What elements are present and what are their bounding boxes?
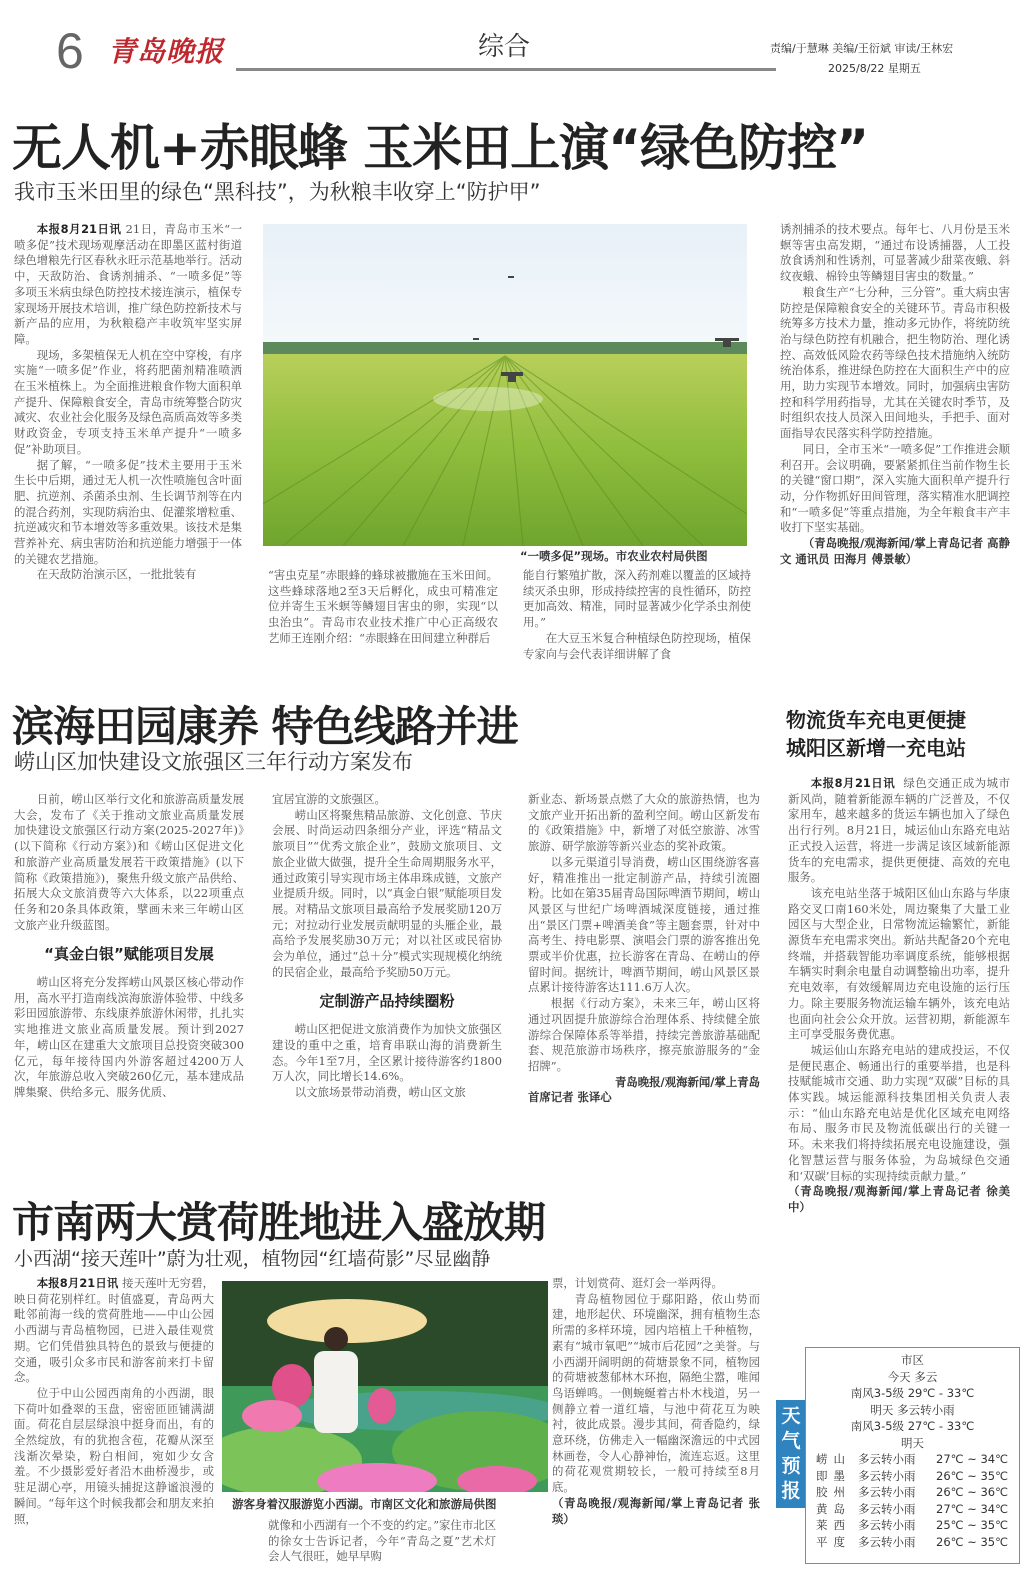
article4-subheadline: 小西湖“接天莲叶”蔚为壮观，植物园“红墙荷影”尽显幽静 <box>14 1248 491 1270</box>
paragraph: 绿色交通正成为城市新风尚，随着新能源车辆的广泛普及，不仅家用车，越来越多的货运车辆也加入了绿色出行行列。8月21日，城运仙山东路充电站正式投入运营，将进一步满足该区域新能源货车的充电需求，提供更便捷、高效的充电服务。 <box>788 776 1010 885</box>
paragraph: 票，计划赏荷、逛灯会一举两得。 <box>552 1276 723 1290</box>
district-name: 胶州 <box>816 1485 851 1499</box>
district-name: 莱西 <box>816 1518 851 1532</box>
paragraph: 新业态、新场景点燃了大众的旅游热情，也为文旅产业开拓出新的盈利空间。崂山区新发布的《政策措施》中，新增了对低空旅游、冰雪旅游、研学旅游等新兴业态的奖补政策。 <box>528 792 760 854</box>
paragraph: 崂山区把促进文旅消费作为加快文旅强区建设的重中之重，培育串联山海的消费新生态。今年1至7月，全区累计接待游客约1800万人次，同比增长14.6%。 <box>272 1022 502 1084</box>
article2-column-1 <box>14 792 244 1176</box>
paragraph: 据了解，“一喷多促”技术主要用于玉米生长中后期，通过无人机一次性喷施包含叶面肥、抗逆剂、杀菌杀虫剂、生长调节剂等在内的混合药剂，实现防病治虫、促灌浆增粒重、抗逆减灾和节本增效等多重效果。该技术是集营养补充、病虫害防治和抗逆能力增强于一体的关键农艺措施。 <box>14 457 242 566</box>
paragraph: 同日，全市玉米“一喷多促”工作推进会顺利召开。会议明确，要紧紧抓住当前作物生长的关键“窗口期”，深入实施大面积单产提升行动，分作物抓好田间管理，落实精准水肥调控和“一喷多促”等重点措施，为全年粮食丰产丰收打下坚实基础。 <box>780 441 1010 535</box>
paragraph: 以多元渠道引导消费，崂山区围绕游客喜好，精准推出一批定制游产品，持续引流圈粉。比如在第35届青岛国际啤酒节期间，崂山风景区与世纪广场啤酒城深度链接，通过推出“景区门票+啤酒美食”等主题套票，针对中高考生、持电影票、演唱会门票的游客推出免票或半价优惠，拉长游客在青岛、在崂山的停留时间。据统计，啤酒节期间，崂山风景区景点累计接待游客达111.6万人次。 <box>528 854 760 995</box>
article2-byline-1: 青岛晚报/观海新闻/掌上青岛 <box>614 1074 760 1089</box>
paragraph: 位于中山公园西南角的小西湖，眼下荷叶如叠翠的玉盘，密密匝匝铺满湖面。荷花自层层绿浪中挺身而出，有的全然绽放，有的犹抱含苞，花瓣从深至浅渐次晕染，粉白相间，宛如少女含羞。不少摄影爱好者沿木曲桥漫步，或驻足湖心亭，用镜头捕捉这静谧浪漫的瞬间。“每年这个时候我都会和朋友来拍照， <box>14 1385 214 1526</box>
article2-subhead-1: “真金白银”赋能项目发展 <box>44 945 214 964</box>
paragraph: 21日，青岛市玉米“一喷多促”技术现场观摩活动在即墨区蓝村街道绿色增粮先行区春秋永旺示范基地举行。活动中，天敌防治、食诱剂捕杀、“一喷多促”等多项玉米病虫绿色防控技术接连演示，植保专家现场开展技术培训，推广绿色防控新技术与新产品的应用，为秋粮稳产丰收筑牢坚实屏障。 <box>14 222 242 346</box>
weather-district-row <box>806 1451 1019 1468</box>
district-weather: 多云转小雨 <box>858 1534 916 1549</box>
article1-column-1 <box>14 222 242 674</box>
newspaper-logo: 青岛晚报 <box>108 35 225 68</box>
article2-subhead-2: 定制游产品持续圈粉 <box>319 992 455 1011</box>
paragraph: 根据《行动方案》，未来三年，崂山区将通过巩固提升旅游综合治理体系、持续健全旅游综合保障体系等举措，持续完善旅游基础配套、规范旅游市场秩序，擦亮旅游服务的“金招牌”。 <box>528 996 760 1073</box>
district-name: 平度 <box>816 1534 851 1549</box>
article4-photo-caption: 游客身着汉服游览小西湖。市南区文化和旅游局供图 <box>232 1497 497 1511</box>
paragraph: 城运仙山东路充电站的建成投运，不仅是便民惠企、畅通出行的重要举措，也是科技赋能城市交通、助力实现“双碳”目标的具体实践。城运能源科技集团相关负责人表示：“仙山东路充电站是优化区域充电网络布局、服务市民及物流低碳出行的关键一环。未来我们将持续拓展充电设施建设，强化智慧运营与服务体验，为岛城绿色交通和‘双碳’目标的实现持续贡献力量。” <box>788 1042 1010 1183</box>
article1-column-2 <box>268 568 498 674</box>
article4-headline: 市南两大赏荷胜地进入盛放期 <box>12 1198 546 1247</box>
article4-column-2 <box>268 1518 496 1572</box>
weather-forecast-box <box>805 1347 1020 1564</box>
article3-headline-line2: 城阳区新增一充电站 <box>786 736 966 760</box>
paragraph: 宜居宜游的文旅强区。 <box>272 792 386 806</box>
article3-lead: 本报8月21日讯 <box>810 776 896 790</box>
paragraph: “害虫克星”赤眼蜂的蜂球被撒施在玉米田间。这些蜂球落地2至3天后孵化，成虫可精准定位并寄生玉米螟等鳞翅目害虫的卵，实现“以虫治虫”。青岛市农业技术推广中心正高级农艺师王连刚介绍：“赤眼蜂在田间建立种群后 <box>268 568 498 645</box>
district-name: 黄岛 <box>816 1501 851 1516</box>
article3-body <box>788 776 1010 1334</box>
paragraph: 粮食生产“七分种，三分管”。重大病虫害防控是保障粮食安全的关键环节。青岛市积极统筹多方技术力量，推动多元协作，将统防统治与绿色防控有机融合，把生物防治、理化诱控、高效低风险农药等绿色技术措施纳入统防统治体系，推进绿色防控在大面积生产中的应用，助力实现节本增效。同时，加强病虫害防控和科学用药指导，尤其在关键农时季节，及时组织农技人员深入田间地头，手把手、面对面指导农民落实科学防控措施。 <box>780 284 1010 441</box>
article1-byline: （青岛晚报/观海新闻/掌上青岛记者 高静文 通讯员 田海月 傅景敏） <box>780 536 1010 566</box>
district-weather: 多云转小雨 <box>858 1518 916 1532</box>
district-temp: 26℃ ~ 35℃ <box>936 1534 1009 1549</box>
paragraph: 青岛植物园位于鄢阳路，依山势而建，地形起伏、环境幽深，拥有植物生态所需的多样环境，园内培植上千种植物，素有“城市氧吧”“城市后花园”之美誉。与小西湖开阔明朗的荷塘景象不同，植物园的荷塘被葱郁林木环抱，隔绝尘嚣，唯闻鸟语蝉鸣。一侧蜿蜒着古朴木栈道，另一侧静立着一道红墙，与池中荷花互为映衬，彼此成景。漫步其间，荷香隐约，绿意环绕，仿佛走入一幅幽深澹远的中式园林画卷，令人心静神怡，流连忘返。这里的荷花观赏期较长，一般可持续至8月底。 <box>552 1291 760 1495</box>
paragraph: 就像和小西湖有一个不变的约定。”家住市北区的徐女士告诉记者，今年“青岛之夏”艺术灯会人气很旺，她早早购 <box>268 1518 496 1564</box>
paragraph: 以文旅场景带动消费，崂山区文旅 <box>294 1084 466 1099</box>
article1-column-4 <box>780 222 1010 678</box>
district-name: 崂山 <box>816 1452 851 1466</box>
article3-byline: （青岛晚报/观海新闻/掌上青岛记者 徐美中） <box>788 1184 1010 1214</box>
weather-tomorrow-label: 明天 <box>901 1435 924 1450</box>
district-weather: 多云转小雨 <box>858 1501 916 1516</box>
paragraph: 崂山区将充分发挥崂山风景区核心带动作用，高水平打造南线滨海旅游体验带、中线多彩田园旅游带、东线康养旅游休闲带，扎扎实实地推进文旅业高质量发展。预计到2027年，崂山区在建重大文旅项目总投资突破300亿元，每年接待国内外游客超过4200万人次，年旅游总收入突破260亿元，基本建成品牌集聚、供给多元、服务优质、 <box>14 975 244 1099</box>
weather-district-row <box>806 1501 1019 1518</box>
weather-tomorrow-wind: 南风3-5级 27℃ - 33℃ <box>850 1419 975 1433</box>
article2-column-2 <box>272 792 502 1176</box>
paragraph: 日前，崂山区举行文化和旅游高质量发展大会，发布了《关于推动文旅业高质量发展 加快建设文旅强区行动方案(2025-2027年)》(以下简称《行动方案》)和《崂山区促进文化和旅游产业高质量发展若干政策措施》(以下简称《政策措施》)，聚焦升级文旅产品供给、拓展大众文旅消费等六大体系，以22项重点任务和20条具体政策，擘画未来三年崂山区文旅产业升级蓝图。 <box>14 792 244 932</box>
article1-column-3 <box>523 568 751 674</box>
district-name: 即墨 <box>816 1468 851 1483</box>
page-number: 6 <box>56 23 84 79</box>
article1-headline: 无人机+赤眼蜂 玉米田上演“绿色防控” <box>12 119 869 177</box>
cornfield-drone-image <box>263 224 747 546</box>
paragraph: 在大豆玉米复合种植绿色防控现场，植保专家向与会代表详细讲解了食 <box>523 630 751 661</box>
paragraph: 现场，多架植保无人机在空中穿梭，有序实施“一喷多促”作业，将药肥菌剂精准喷洒在玉米植株上。为全面推进粮食作物大面积单产提升、保障粮食安全，青岛市统筹整合防灾减灾、农业社会化服务及绿色高质高效等多类财政资金，专项支持玉米单产提升“一喷多促”补助项目。 <box>14 347 242 456</box>
article2-headline: 滨海田园康养 特色线路并进 <box>12 702 518 751</box>
issue-date: 2025/8/22 星期五 <box>828 62 921 75</box>
district-temp: 26℃ ~ 35℃ <box>936 1468 1009 1483</box>
article1-photo-caption: “一喷多促”现场。市农业农村局供图 <box>520 549 708 563</box>
article2-column-3 <box>528 792 760 1176</box>
weather-district-row <box>806 1534 1019 1551</box>
district-weather: 多云转小雨 <box>858 1452 916 1466</box>
section-title: 综合 <box>478 32 531 62</box>
district-temp: 25℃ ~ 35℃ <box>936 1518 1009 1532</box>
weather-today-wind: 南风3-5级 29℃ - 33℃ <box>850 1386 975 1400</box>
district-temp: 27℃ ~ 34℃ <box>936 1452 1009 1466</box>
weather-district-row <box>806 1484 1019 1501</box>
article4-lead: 本报8月21日讯 <box>36 1276 119 1290</box>
district-weather: 多云转小雨 <box>858 1485 916 1499</box>
weather-tomorrow: 明天 多云转小雨 <box>870 1402 955 1417</box>
lotus-hanfu-image <box>222 1281 548 1492</box>
paragraph: 能自行繁殖扩散，深入药剂难以覆盖的区域持续灭杀虫卵，形成持续控害的良性循环，防控更加高效、精准，同时显著减少化学杀虫剂使用。” <box>523 568 751 630</box>
weather-city-label: 市区 <box>901 1353 924 1367</box>
paragraph: 在天敌防治演示区，一批批装有 <box>36 567 197 582</box>
article3-headline-line1: 物流货车充电更便捷 <box>786 708 966 732</box>
article4-column-1 <box>14 1276 214 1572</box>
paragraph: 诱剂捕杀的技术要点。每年七、八月份是玉米螟等害虫高发期，“通过布设诱捕器，人工投放食诱剂和性诱剂，可显著减少甜菜夜蛾、斜纹夜蛾、棉铃虫等鳞翅目害虫的数量。” <box>780 222 1010 284</box>
weather-district-row <box>806 1468 1019 1485</box>
article1-lead: 本报8月21日讯 <box>36 222 122 236</box>
article2-subheadline: 崂山区加快建设文旅强区三年行动方案发布 <box>14 750 413 774</box>
article4-column-3 <box>552 1276 760 1572</box>
header-divider <box>236 68 776 71</box>
district-temp: 27℃ ~ 34℃ <box>936 1501 1009 1516</box>
district-weather: 多云转小雨 <box>858 1468 916 1483</box>
weather-forecast-tag: 天气预报 <box>776 1400 806 1508</box>
editors-credit: 责编/于慧琳 美编/王衍斌 审读/王林宏 <box>770 42 954 55</box>
weather-district-row <box>806 1517 1019 1534</box>
lotus-hanfu-photo <box>222 1281 548 1492</box>
paragraph: 接天莲叶无穷碧，映日荷花别样红。时值盛夏，青岛两大毗邻前海一线的赏荷胜地——中山公园小西湖与青岛植物园，已进入最佳观赏期。它们凭借独具特色的景致与便捷的交通，吸引众多市民和游客前来打卡留念。 <box>14 1276 214 1385</box>
cornfield-drone-photo <box>263 224 747 546</box>
weather-today: 今天 多云 <box>887 1369 938 1384</box>
article4-byline: （青岛晚报/观海新闻/掌上青岛记者 张琰） <box>552 1495 760 1526</box>
article2-byline-2: 首席记者 张译心 <box>528 1090 612 1105</box>
paragraph: 该充电站坐落于城阳区仙山东路与华康路交叉口南160米处，周边聚集了大量工业园区与大型企业，日常物流运输繁忙，新能源货车充电需求突出。新站共配备20个充电终端，并搭载智能功率调度系统，能够根据车辆实时剩余电量自动调整输出功率，提升充电效率，有效缓解周边充电设施的运行压力。除主要服务物流运输车辆外，该充电站也面向社会公众开放。运营初期，新能源车主可享受服务费优惠。 <box>788 885 1010 1042</box>
paragraph: 崂山区将聚焦精品旅游、文化创意、节庆会展、时尚运动四条细分产业，评选“精品文旅项目”“优秀文旅企业”，鼓励文旅项目、文旅企业做大做强，提升全生命周期服务水平，通过政策引导实现市场主体串珠成链，文旅产业提质升级。同时，以“真金白银”赋能项目发展。对精品文旅项目最高给予发展奖励120万元；对拉动行业发展贡献明显的头雁企业，最高给予发展奖励30万元；对以社区或民宿协会为单位，通过“总＋分”模式实现规模化纳统的民宿企业，最高给予奖励50万元。 <box>272 807 502 979</box>
article1-subheadline: 我市玉米田里的绿色“黑科技”，为秋粮丰收穿上“防护甲” <box>14 180 541 204</box>
district-temp: 26℃ ~ 36℃ <box>936 1485 1009 1499</box>
